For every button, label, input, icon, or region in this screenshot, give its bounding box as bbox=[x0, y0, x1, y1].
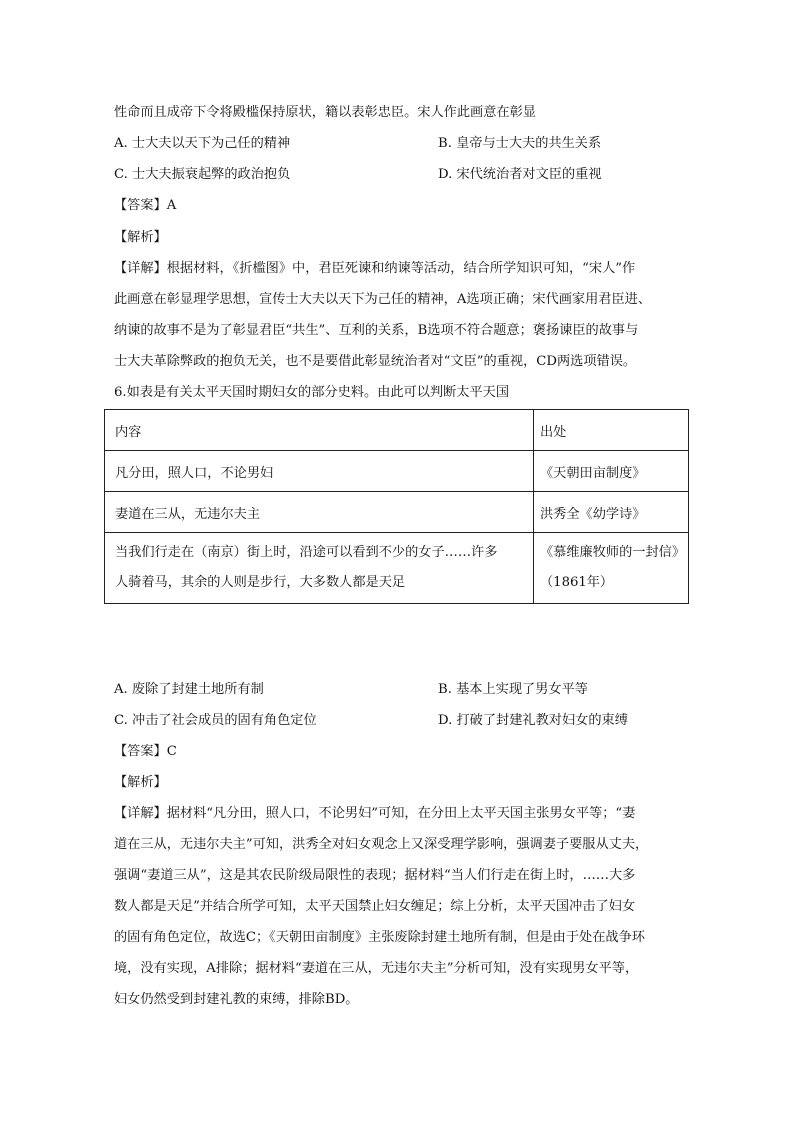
q5-stem-tail: 性命而且成帝下令将殿槛保持原状，籍以表彰忠臣。宋人作此画意在彰显 bbox=[114, 105, 536, 120]
q6-stem: 6.如表是有关太平天国时期妇女的部分史料。由此可以判断太平天国 bbox=[114, 385, 510, 400]
q6-option-c: C. 冲击了社会成员的固有角色定位 bbox=[114, 713, 317, 728]
q6-detail-line: 的固有角色定位，故选C；《天朝田亩制度》主张废除封建土地所有制，但是由于处在战争环 bbox=[114, 930, 645, 945]
q5-detail-line: 纳谏的故事不是为了彰显君臣“共生”、互利的关系，B选项不符合题意；褒扬谏臣的故事与 bbox=[114, 323, 639, 338]
table-cell-source-line: 《慕维廉牧师的一封信》 bbox=[540, 545, 686, 560]
table-cell-content-line: 人骑着马，其余的人则是步行，大多数人都是天足 bbox=[115, 575, 406, 590]
q6-answer: 【答案】C bbox=[114, 744, 177, 759]
q5-option-a: A. 士大夫以天下为己任的精神 bbox=[114, 136, 291, 151]
q5-option-b: B. 皇帝与士大夫的共生关系 bbox=[438, 136, 602, 151]
q5-option-c: C. 士大夫振衰起弊的政治抱负 bbox=[114, 167, 291, 182]
q6-detail-line: 强调“妻道三从”，这是其农民阶级局限性的表现；据材料“当人们行走在街上时，……大多 bbox=[114, 868, 636, 883]
q6-analysis-heading: 【解析】 bbox=[114, 775, 167, 790]
q5-detail-line: 此画意在彰显理学思想，宣传士大夫以天下为己任的精神，A选项正确；宋代画家用君臣进、 bbox=[114, 292, 652, 307]
q6-detail-line: 妇女仍然受到封建礼教的束缚，排除BD。 bbox=[114, 992, 359, 1007]
table-row bbox=[105, 533, 689, 604]
q6-option-d: D. 打破了封建礼教对妇女的束缚 bbox=[438, 713, 628, 728]
q5-detail-line: 【详解】根据材料，《折槛图》中，君臣死谏和纳谏等活动，结合所学知识可知，“宋人”作 bbox=[114, 261, 636, 276]
table-header-row bbox=[105, 410, 689, 451]
q6-detail-line: 道在三从，无违尔夫主”可知，洪秀全对妇女观念上又深受理学影响，强调妻子要服从丈夫， bbox=[114, 837, 649, 852]
q6-option-b: B. 基本上实现了男女平等 bbox=[438, 682, 588, 697]
q5-option-d: D. 宋代统治者对文臣的重视 bbox=[438, 167, 602, 182]
table-cell-content: 妻道在三从，无违尔夫主 bbox=[105, 492, 534, 533]
q5-detail-line: 士大夫革除弊政的抱负无关，也不是要借此彰显统治者对“文臣”的重视，CD两选项错误。 bbox=[114, 354, 637, 369]
table-cell-source bbox=[534, 533, 689, 604]
table-cell-source: 洪秀全《幼学诗》 bbox=[534, 492, 689, 533]
table-cell-content-line: 当我们行走在（南京）街上时，沿途可以看到不少的女子……许多 bbox=[115, 545, 498, 560]
q6-detail-line: 境，没有实现，A排除；据材料“妻道在三从，无违尔夫主”分析可知，没有实现男女平等， bbox=[114, 961, 639, 976]
table-cell-source-line: （1861年） bbox=[540, 575, 614, 590]
table-cell-content: 凡分田，照人口，不论男妇 bbox=[105, 451, 534, 492]
table-header-source: 出处 bbox=[534, 410, 689, 451]
q5-analysis-heading: 【解析】 bbox=[114, 230, 167, 245]
table-cell-source: 《天朝田亩制度》 bbox=[534, 451, 689, 492]
table-header-content: 内容 bbox=[105, 410, 534, 451]
source-table bbox=[104, 409, 689, 604]
table-row bbox=[105, 492, 689, 533]
table-cell-content bbox=[105, 533, 534, 604]
q6-detail-line: 【详解】据材料“凡分田，照人口，不论男妇”可知，在分田上太平天国主张男女平等；“妻 bbox=[114, 806, 636, 821]
q6-option-a: A. 废除了封建土地所有制 bbox=[114, 682, 264, 697]
table-row bbox=[105, 451, 689, 492]
q6-detail-line: 数人都是天足”并结合所学可知，太平天国禁止妇女缠足；综上分析，太平天国冲击了妇女 bbox=[114, 899, 636, 914]
q5-answer: 【答案】A bbox=[114, 198, 177, 213]
